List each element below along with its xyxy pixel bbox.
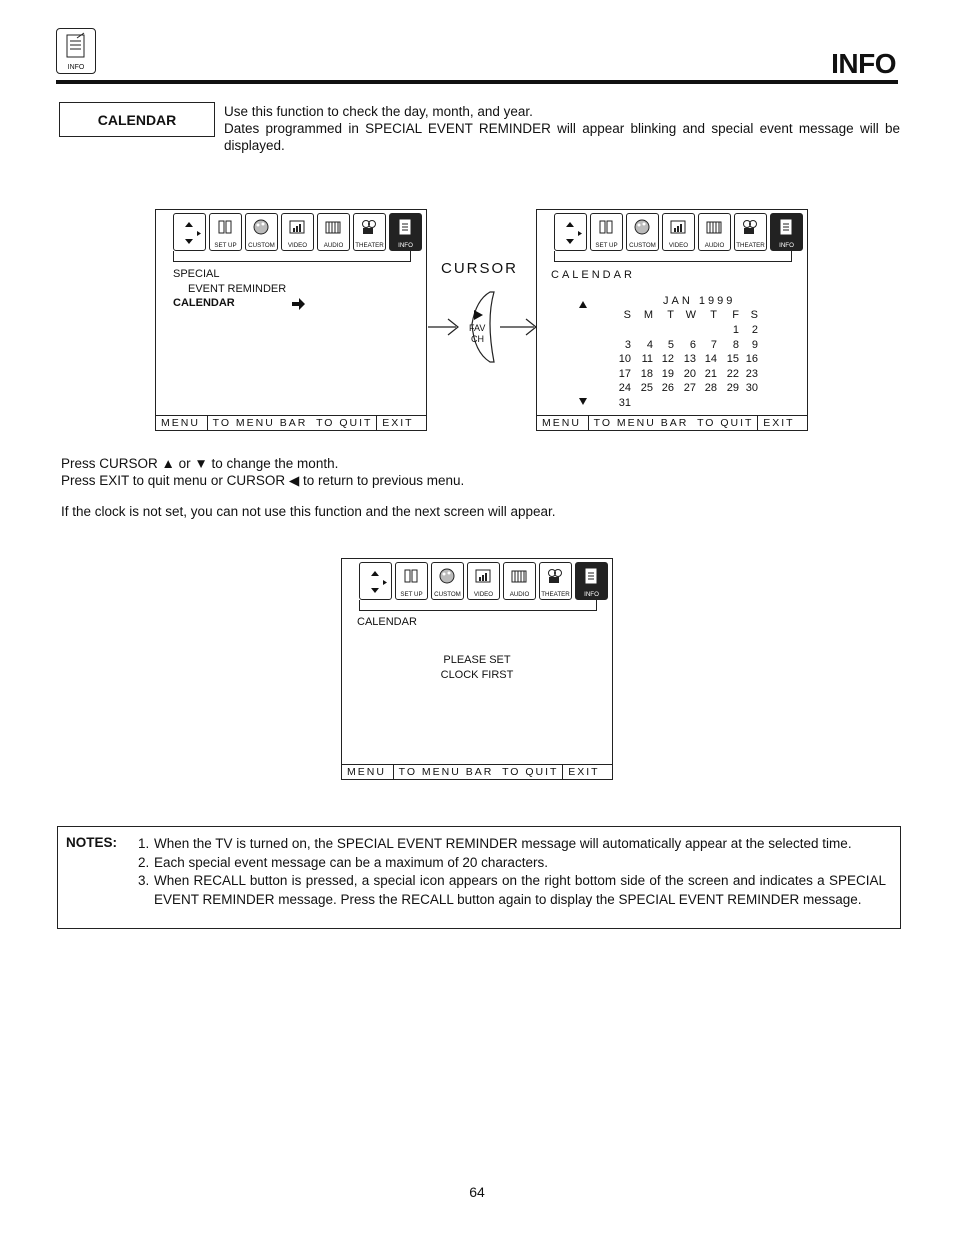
nav-arrows-icon[interactable] <box>359 562 392 600</box>
menu-icon-label: VIDEO <box>473 591 494 598</box>
calendar-month: JAN 1999 <box>663 295 736 307</box>
menu-icon-label: AUDIO <box>704 242 725 249</box>
arrow-right-icon <box>428 319 458 335</box>
notes-box <box>57 826 901 929</box>
menu-icon-label: INFO <box>779 242 794 249</box>
to-quit-label: TO QUIT <box>502 766 559 778</box>
to-menu-bar-label: TO MENU BAR <box>393 765 497 779</box>
event-reminder-label: EVENT REMINDER <box>188 283 287 295</box>
info-icon[interactable] <box>389 213 422 251</box>
calendar-day: 3 <box>624 338 631 351</box>
menu-icon-label: SET UP <box>214 242 237 249</box>
theater-icon[interactable] <box>353 213 386 251</box>
menu-icon-label: THEATER <box>736 242 765 249</box>
menu-icon-label: CUSTOM <box>629 242 656 249</box>
calendar-day: 15 <box>726 353 739 365</box>
setup-icon[interactable] <box>395 562 428 600</box>
weekday-header: M <box>643 309 653 321</box>
screen-footer <box>537 415 807 430</box>
calendar-day: 25 <box>640 382 653 394</box>
menu-icon-label: SET UP <box>595 242 618 249</box>
menu-bar-underline <box>173 251 411 262</box>
calendar-day: 22 <box>726 367 739 380</box>
menu-icon-label: INFO <box>584 591 599 598</box>
calendar-day: 29 <box>726 382 739 394</box>
video-icon[interactable] <box>281 213 314 251</box>
menu-icon-bar <box>173 213 422 251</box>
theater-icon[interactable] <box>734 213 767 251</box>
screen-footer <box>342 764 612 779</box>
calendar-day: 6 <box>689 338 696 351</box>
menu-icon-label: VIDEO <box>287 242 308 249</box>
menu-label: MENU <box>542 417 581 429</box>
menu-icon-label: CUSTOM <box>434 591 461 598</box>
intro-line-1: Use this function to check the day, month, and year. <box>224 104 533 119</box>
calendar-day: 20 <box>683 367 696 380</box>
custom-icon[interactable] <box>626 213 659 251</box>
page-title: INFO <box>831 48 896 79</box>
nav-arrows-icon[interactable] <box>173 213 206 251</box>
menu-screen-special <box>155 209 427 431</box>
calendar-day: 27 <box>683 382 696 394</box>
calendar-title: CALENDAR <box>551 269 635 281</box>
menu-icon-bar <box>554 213 803 251</box>
audio-icon[interactable] <box>317 213 350 251</box>
to-quit-label: TO QUIT <box>316 417 373 429</box>
menu-icon-label: AUDIO <box>323 242 344 249</box>
calendar-day: 8 <box>732 338 739 351</box>
menu-icon-label: THEATER <box>355 242 384 249</box>
weekday-header: T <box>710 309 717 321</box>
info-icon[interactable] <box>770 213 803 251</box>
exit-button[interactable]: EXIT <box>757 416 807 430</box>
down-arrow-icon[interactable] <box>579 398 587 406</box>
calendar-label-box: CALENDAR <box>59 102 215 137</box>
info-note-icon <box>56 28 96 74</box>
menu-icon-bar <box>359 562 608 600</box>
special-label: SPECIAL <box>173 268 220 280</box>
calendar-day: 12 <box>661 353 674 365</box>
video-icon[interactable] <box>467 562 500 600</box>
calendar-day: 7 <box>710 338 717 351</box>
weekday-header: S <box>750 309 758 321</box>
header-rule <box>56 80 898 84</box>
calendar-day: 16 <box>745 353 758 365</box>
note-item: 3. When RECALL button is pressed, a special icon appears on the right bottom side of the screen and indicates a SPECIAL EVENT REMINDER message. Press the RECALL button again to display the SPECIAL EVENT REMINDER message. <box>138 873 886 907</box>
calendar-day: 31 <box>618 396 631 409</box>
menu-icon-label: CUSTOM <box>248 242 275 249</box>
calendar-day: 14 <box>704 353 717 365</box>
calendar-day: 11 <box>641 353 653 365</box>
fav-label: FAV <box>469 323 486 333</box>
notes-list <box>138 835 886 909</box>
theater-icon[interactable] <box>539 562 572 600</box>
calendar-day: 26 <box>661 382 674 394</box>
clock-first-message: CLOCK FIRST <box>440 669 514 681</box>
menu-icon-label: SET UP <box>400 591 423 598</box>
calendar-day: 21 <box>704 367 717 380</box>
menu-bar-underline <box>554 251 792 262</box>
weekday-header: F <box>732 309 739 321</box>
calendar-day: 24 <box>618 382 631 394</box>
to-menu-bar-label: TO MENU BAR <box>588 416 692 430</box>
note-item: 1. When the TV is turned on, the SPECIAL EVENT REMINDER message will automatically appear at the selected time. <box>138 836 852 851</box>
calendar-day: 30 <box>745 382 758 394</box>
exit-button[interactable]: EXIT <box>376 416 426 430</box>
audio-icon[interactable] <box>698 213 731 251</box>
menu-label: MENU <box>161 417 200 429</box>
calendar-title: CALENDAR <box>357 616 417 628</box>
calendar-grid <box>615 309 775 419</box>
audio-icon[interactable] <box>503 562 536 600</box>
intro-line-2: Dates programmed in SPECIAL EVENT REMINDER will appear blinking and special event message will be displayed. <box>224 121 900 153</box>
menu-icon-label: VIDEO <box>668 242 689 249</box>
calendar-day: 13 <box>683 353 696 365</box>
up-arrow-icon[interactable] <box>579 301 587 309</box>
weekday-header: W <box>685 309 696 321</box>
weekday-header: S <box>623 309 631 321</box>
notes-label: NOTES: <box>66 835 118 850</box>
setup-icon[interactable] <box>590 213 623 251</box>
arrow-right-icon <box>292 298 306 310</box>
menu-label: MENU <box>347 766 386 778</box>
nav-arrows-icon[interactable] <box>554 213 587 251</box>
instruction-clock-not-set: If the clock is not set, you can not use this function and the next screen will appear. <box>61 504 556 519</box>
calendar-day: 1 <box>732 324 739 336</box>
please-set-message: PLEASE SET <box>443 654 511 666</box>
calendar-day: 28 <box>704 382 717 394</box>
video-icon[interactable] <box>662 213 695 251</box>
arrow-right-icon <box>500 319 536 335</box>
calendar-day: 17 <box>618 367 631 380</box>
note-item: 2. Each special event message can be a maximum of 20 characters. <box>138 854 548 870</box>
calendar-screen <box>536 209 808 431</box>
calendar-day: 10 <box>618 353 631 365</box>
custom-icon[interactable] <box>245 213 278 251</box>
page-number: 64 <box>469 1184 485 1200</box>
custom-icon[interactable] <box>431 562 464 600</box>
calendar-day: 9 <box>751 338 758 351</box>
ch-label: CH <box>471 334 484 344</box>
calendar-day: 18 <box>640 367 653 380</box>
menu-bar-underline <box>359 600 597 611</box>
intro-text <box>224 103 900 154</box>
calendar-day: 5 <box>667 338 674 351</box>
to-menu-bar-label: TO MENU BAR <box>207 416 311 430</box>
calendar-day: 19 <box>661 367 674 380</box>
calendar-menu-item[interactable]: CALENDAR <box>173 297 235 309</box>
menu-icon-label: THEATER <box>541 591 570 598</box>
setup-icon[interactable] <box>209 213 242 251</box>
to-quit-label: TO QUIT <box>697 417 754 429</box>
instruction-exit: Press EXIT to quit menu or CURSOR ◀ to return to previous menu. <box>61 473 465 488</box>
info-icon[interactable] <box>575 562 608 600</box>
calendar-day: 23 <box>745 367 758 380</box>
weekday-header: T <box>667 309 674 321</box>
menu-icon-label: INFO <box>398 242 413 249</box>
exit-button[interactable]: EXIT <box>562 765 612 779</box>
info-icon-caption: INFO <box>67 64 85 71</box>
clock-not-set-screen <box>341 558 613 780</box>
instruction-change-month: Press CURSOR ▲ or ▼ to change the month. <box>61 456 339 471</box>
menu-icon-label: AUDIO <box>509 591 530 598</box>
cursor-label: CURSOR <box>441 260 519 277</box>
screen-footer <box>156 415 426 430</box>
calendar-day: 4 <box>646 338 653 351</box>
calendar-day: 2 <box>751 324 758 336</box>
